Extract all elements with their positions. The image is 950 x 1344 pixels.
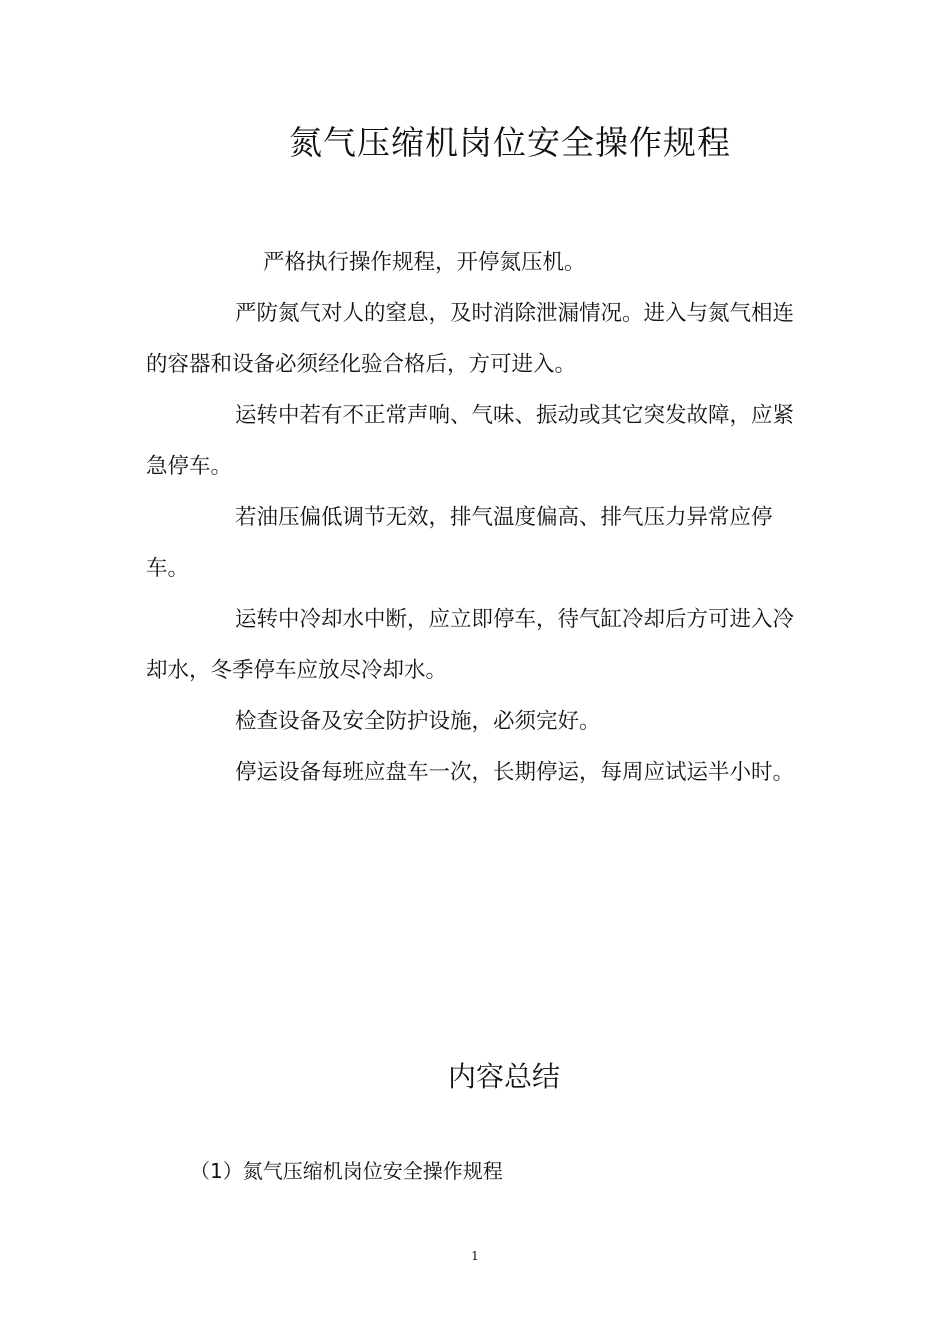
document-title: 氮气压缩机岗位安全操作规程 [289, 123, 731, 162]
paragraph-7: 停运设备每班应盘车一次，长期停运，每周应试运半小时。 [235, 760, 795, 785]
paragraph-1: 严格执行操作规程，开停氮压机。 [263, 250, 586, 275]
paragraph-2: 严防氮气对人的窒息，及时消除泄漏情况。进入与氮气相连的容器和设备必须经化验合格后，方可进入。 [146, 301, 795, 377]
paragraph-5: 运转中冷却水中断，应立即停车，待气缸冷却后方可进入冷却水，冬季停车应放尽冷却水。 [146, 607, 795, 683]
summary-item: （1）氮气压缩机岗位安全操作规程 [190, 1159, 503, 1183]
paragraph-3: 运转中若有不正常声响、气味、振动或其它突发故障，应紧急停车。 [146, 403, 795, 479]
paragraph-6: 检查设备及安全防护设施，必须完好。 [235, 709, 601, 734]
document-body [146, 237, 798, 798]
page-number: 1 [471, 1249, 479, 1263]
paragraph-4: 若油压偏低调节无效，排气温度偏高、排气压力异常应停车。 [146, 505, 773, 581]
summary-heading: 内容总结 [447, 1060, 560, 1093]
